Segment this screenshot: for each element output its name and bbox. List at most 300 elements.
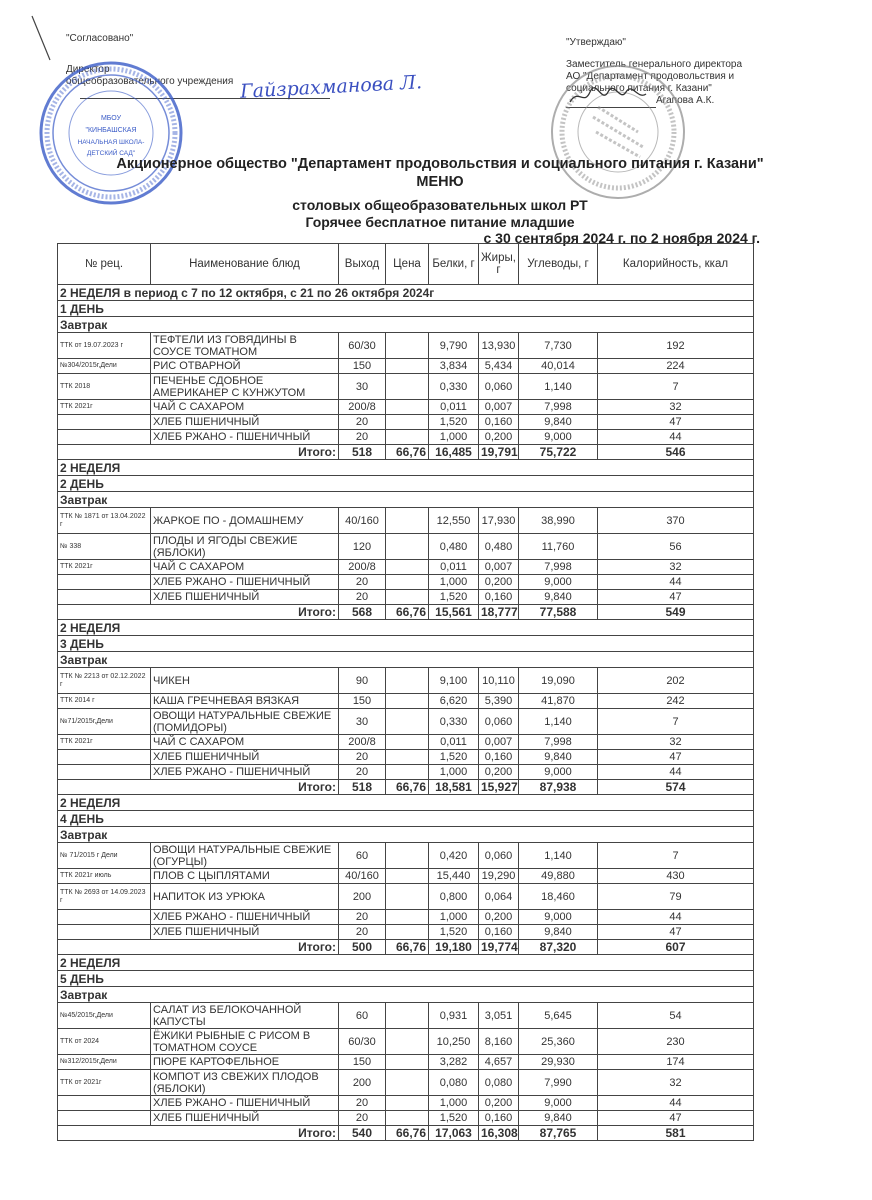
output-cell: 20: [339, 1111, 386, 1126]
output-cell: 60/30: [339, 1029, 386, 1055]
table-row: [58, 1029, 754, 1055]
table-header: [58, 244, 754, 285]
approver-org-2: социального питания г. Казани": [566, 83, 712, 94]
section-meal-label: Завтрак: [58, 827, 754, 843]
output-cell: 90: [339, 668, 386, 694]
calories-cell: 56: [598, 534, 754, 560]
price-cell: [386, 359, 429, 374]
total-calories: 574: [598, 780, 754, 795]
section-meal-row: [58, 317, 754, 333]
fat-cell: 19,290: [479, 869, 519, 884]
dish-name-cell: НАПИТОК ИЗ УРЮКА: [151, 884, 339, 910]
calories-cell: 202: [598, 668, 754, 694]
table-row: [58, 765, 754, 780]
fat-cell: 13,930: [479, 333, 519, 359]
protein-cell: 0,011: [429, 735, 479, 750]
total-protein: 16,485: [429, 445, 479, 460]
total-label: Итого:: [58, 1126, 339, 1141]
output-cell: 30: [339, 374, 386, 400]
total-row: [58, 605, 754, 620]
calories-cell: 7: [598, 843, 754, 869]
price-cell: [386, 1070, 429, 1096]
table-row: [58, 869, 754, 884]
output-cell: 200/8: [339, 400, 386, 415]
dish-name-cell: ХЛЕБ ПШЕНИЧНЫЙ: [151, 925, 339, 940]
total-carbs: 77,588: [519, 605, 598, 620]
fat-cell: 0,160: [479, 925, 519, 940]
recipe-number-cell: [58, 1111, 151, 1126]
protein-cell: 0,420: [429, 843, 479, 869]
dish-name-cell: ХЛЕБ ПШЕНИЧНЫЙ: [151, 415, 339, 430]
dish-name-cell: ОВОЩИ НАТУРАЛЬНЫЕ СВЕЖИЕ (ОГУРЦЫ): [151, 843, 339, 869]
section-day-label: 4 ДЕНЬ: [58, 811, 754, 827]
output-cell: 200: [339, 884, 386, 910]
carbs-cell: 49,880: [519, 869, 598, 884]
table-row: [58, 1096, 754, 1111]
output-cell: 20: [339, 925, 386, 940]
col-output-header: Выход: [339, 244, 386, 285]
calories-cell: 7: [598, 709, 754, 735]
approver-signature: [568, 86, 648, 108]
output-cell: 150: [339, 1055, 386, 1070]
recipe-number-cell: [58, 575, 151, 590]
output-cell: 40/160: [339, 508, 386, 534]
price-cell: [386, 1096, 429, 1111]
director-signature: Гайзрахманова Л.: [239, 71, 423, 103]
price-cell: [386, 560, 429, 575]
price-cell: [386, 333, 429, 359]
fat-cell: 0,200: [479, 1096, 519, 1111]
calories-cell: 54: [598, 1003, 754, 1029]
table-row: [58, 750, 754, 765]
recipe-number-cell: ТТК 2021г: [58, 735, 151, 750]
protein-cell: 1,520: [429, 590, 479, 605]
calories-cell: 32: [598, 1070, 754, 1096]
price-cell: [386, 668, 429, 694]
calories-cell: 44: [598, 765, 754, 780]
carbs-cell: 9,840: [519, 415, 598, 430]
dish-name-cell: ХЛЕБ РЖАНО - ПШЕНИЧНЫЙ: [151, 765, 339, 780]
fat-cell: 8,160: [479, 1029, 519, 1055]
total-fat: 15,927: [479, 780, 519, 795]
protein-cell: 9,790: [429, 333, 479, 359]
calories-cell: 47: [598, 590, 754, 605]
carbs-cell: 1,140: [519, 709, 598, 735]
total-calories: 607: [598, 940, 754, 955]
output-cell: 30: [339, 709, 386, 735]
fat-cell: 0,200: [479, 765, 519, 780]
total-row: [58, 940, 754, 955]
col-protein-header: Белки, г: [429, 244, 479, 285]
col-calories-header: Калорийность, ккал: [598, 244, 754, 285]
protein-cell: 1,000: [429, 430, 479, 445]
calories-cell: 47: [598, 750, 754, 765]
dish-name-cell: ЖАРКОЕ ПО - ДОМАШНЕМУ: [151, 508, 339, 534]
total-price: 66,76: [386, 605, 429, 620]
price-cell: [386, 400, 429, 415]
section-day-row: [58, 811, 754, 827]
recipe-number-cell: ТТК 2021г: [58, 560, 151, 575]
total-calories: 549: [598, 605, 754, 620]
svg-text:ДЕТСКИЙ САД": ДЕТСКИЙ САД": [86, 150, 136, 157]
section-meal-row: [58, 652, 754, 668]
dish-name-cell: САЛАТ ИЗ БЕЛОКОЧАННОЙ КАПУСТЫ: [151, 1003, 339, 1029]
protein-cell: 0,330: [429, 374, 479, 400]
total-calories: 581: [598, 1126, 754, 1141]
total-output: 518: [339, 445, 386, 460]
menu-subtitle: столовых общеобразовательных школ РТ: [292, 197, 588, 213]
fat-cell: 0,007: [479, 560, 519, 575]
price-cell: [386, 869, 429, 884]
price-cell: [386, 694, 429, 709]
table-row: [58, 1111, 754, 1126]
calories-cell: 32: [598, 735, 754, 750]
calories-cell: 44: [598, 430, 754, 445]
carbs-cell: 18,460: [519, 884, 598, 910]
price-cell: [386, 910, 429, 925]
output-cell: 20: [339, 415, 386, 430]
recipe-number-cell: ТТК 2018: [58, 374, 151, 400]
carbs-cell: 9,840: [519, 590, 598, 605]
section-week-row: [58, 285, 754, 301]
fat-cell: 0,160: [479, 415, 519, 430]
total-fat: 16,308: [479, 1126, 519, 1141]
total-price: 66,76: [386, 1126, 429, 1141]
carbs-cell: 19,090: [519, 668, 598, 694]
dish-name-cell: ХЛЕБ РЖАНО - ПШЕНИЧНЫЙ: [151, 430, 339, 445]
calories-cell: 192: [598, 333, 754, 359]
carbs-cell: 1,140: [519, 843, 598, 869]
protein-cell: 15,440: [429, 869, 479, 884]
price-cell: [386, 709, 429, 735]
table-row: [58, 735, 754, 750]
output-cell: 150: [339, 359, 386, 374]
col-carbs-header: Углеводы, г: [519, 244, 598, 285]
section-week-label: 2 НЕДЕЛЯ: [58, 620, 754, 636]
table-row: [58, 1055, 754, 1070]
carbs-cell: 7,998: [519, 400, 598, 415]
calories-cell: 44: [598, 1096, 754, 1111]
output-cell: 20: [339, 430, 386, 445]
protein-cell: 9,100: [429, 668, 479, 694]
carbs-cell: 9,840: [519, 1111, 598, 1126]
price-cell: [386, 750, 429, 765]
total-calories: 546: [598, 445, 754, 460]
approver-name: Агапова А.К.: [656, 95, 715, 106]
price-cell: [386, 430, 429, 445]
table-row: [58, 709, 754, 735]
fat-cell: 0,060: [479, 374, 519, 400]
table-row: [58, 590, 754, 605]
fat-cell: 17,930: [479, 508, 519, 534]
protein-cell: 1,000: [429, 1096, 479, 1111]
carbs-cell: 9,000: [519, 430, 598, 445]
fat-cell: 0,200: [479, 575, 519, 590]
section-meal-label: Завтрак: [58, 652, 754, 668]
dish-name-cell: ЁЖИКИ РЫБНЫЕ С РИСОМ В ТОМАТНОМ СОУСЕ: [151, 1029, 339, 1055]
section-meal-label: Завтрак: [58, 492, 754, 508]
recipe-number-cell: [58, 415, 151, 430]
col-recipe-no-header: № рец.: [58, 244, 151, 285]
protein-cell: 1,000: [429, 910, 479, 925]
section-day-row: [58, 971, 754, 987]
table-row: [58, 575, 754, 590]
carbs-cell: 11,760: [519, 534, 598, 560]
table-row: [58, 359, 754, 374]
fat-cell: 0,160: [479, 590, 519, 605]
org-title: Акционерное общество "Департамент продовольствия и социального питания г. Казани": [116, 156, 764, 172]
dish-name-cell: ЧАЙ С САХАРОМ: [151, 735, 339, 750]
recipe-number-cell: ТТК от 2024: [58, 1029, 151, 1055]
calories-cell: 32: [598, 560, 754, 575]
dish-name-cell: ОВОЩИ НАТУРАЛЬНЫЕ СВЕЖИЕ (ПОМИДОРЫ): [151, 709, 339, 735]
fat-cell: 0,160: [479, 1111, 519, 1126]
section-day-row: [58, 476, 754, 492]
protein-cell: 1,520: [429, 1111, 479, 1126]
recipe-number-cell: [58, 1096, 151, 1111]
carbs-cell: 9,000: [519, 575, 598, 590]
carbs-cell: 5,645: [519, 1003, 598, 1029]
fat-cell: 0,160: [479, 750, 519, 765]
table-row: [58, 333, 754, 359]
section-day-label: 1 ДЕНЬ: [58, 301, 754, 317]
section-week-label: 2 НЕДЕЛЯ: [58, 460, 754, 476]
carbs-cell: 29,930: [519, 1055, 598, 1070]
section-day-label: 2 ДЕНЬ: [58, 476, 754, 492]
col-dish-name-header: Наименование блюд: [151, 244, 339, 285]
fat-cell: 0,060: [479, 843, 519, 869]
svg-text:"КИНБАШСКАЯ: "КИНБАШСКАЯ: [85, 127, 137, 134]
protein-cell: 3,834: [429, 359, 479, 374]
total-fat: 19,791: [479, 445, 519, 460]
calories-cell: 370: [598, 508, 754, 534]
dish-name-cell: КАША ГРЕЧНЕВАЯ ВЯЗКАЯ: [151, 694, 339, 709]
total-row: [58, 780, 754, 795]
recipe-number-cell: ТТК от 19.07.2023 г: [58, 333, 151, 359]
total-protein: 17,063: [429, 1126, 479, 1141]
dish-name-cell: ПЛОДЫ И ЯГОДЫ СВЕЖИЕ (ЯБЛОКИ): [151, 534, 339, 560]
agreed-label: "Согласовано": [66, 33, 134, 44]
fat-cell: 5,390: [479, 694, 519, 709]
recipe-number-cell: ТТК 2021г июль: [58, 869, 151, 884]
calories-cell: 230: [598, 1029, 754, 1055]
protein-cell: 3,282: [429, 1055, 479, 1070]
table-row: [58, 534, 754, 560]
table-row: [58, 884, 754, 910]
fat-cell: 0,200: [479, 910, 519, 925]
table-row: [58, 374, 754, 400]
recipe-number-cell: №312/2015г,Дели: [58, 1055, 151, 1070]
protein-cell: 0,011: [429, 400, 479, 415]
total-label: Итого:: [58, 605, 339, 620]
price-cell: [386, 590, 429, 605]
price-cell: [386, 374, 429, 400]
dish-name-cell: ХЛЕБ РЖАНО - ПШЕНИЧНЫЙ: [151, 1096, 339, 1111]
output-cell: 200: [339, 1070, 386, 1096]
section-week-label: 2 НЕДЕЛЯ: [58, 955, 754, 971]
dish-name-cell: ПЕЧЕНЬЕ СДОБНОЕ АМЕРИКАНЕР С КУНЖУТОМ: [151, 374, 339, 400]
total-label: Итого:: [58, 445, 339, 460]
calories-cell: 79: [598, 884, 754, 910]
price-cell: [386, 534, 429, 560]
carbs-cell: 9,000: [519, 910, 598, 925]
fat-cell: 0,080: [479, 1070, 519, 1096]
fat-cell: 3,051: [479, 1003, 519, 1029]
total-price: 66,76: [386, 445, 429, 460]
table-row: [58, 910, 754, 925]
section-week-label: 2 НЕДЕЛЯ в период с 7 по 12 октября, с 21 по 26 октября 2024г: [58, 285, 754, 301]
recipe-number-cell: ТТК 2014 г: [58, 694, 151, 709]
total-label: Итого:: [58, 780, 339, 795]
table-row: [58, 1003, 754, 1029]
recipe-number-cell: №45/2015г,Дели: [58, 1003, 151, 1029]
total-carbs: 87,938: [519, 780, 598, 795]
dish-name-cell: ХЛЕБ ПШЕНИЧНЫЙ: [151, 590, 339, 605]
protein-cell: 0,011: [429, 560, 479, 575]
section-day-label: 5 ДЕНЬ: [58, 971, 754, 987]
total-price: 66,76: [386, 940, 429, 955]
total-output: 518: [339, 780, 386, 795]
total-carbs: 75,722: [519, 445, 598, 460]
calories-cell: 224: [598, 359, 754, 374]
output-cell: 200/8: [339, 560, 386, 575]
total-carbs: 87,765: [519, 1126, 598, 1141]
output-cell: 20: [339, 765, 386, 780]
output-cell: 20: [339, 1096, 386, 1111]
approve-label: "Утверждаю": [566, 37, 626, 48]
price-cell: [386, 765, 429, 780]
dish-name-cell: ХЛЕБ ПШЕНИЧНЫЙ: [151, 750, 339, 765]
section-week-row: [58, 795, 754, 811]
pen-mark: [28, 14, 58, 64]
total-price: 66,76: [386, 780, 429, 795]
recipe-number-cell: [58, 910, 151, 925]
total-protein: 19,180: [429, 940, 479, 955]
protein-cell: 0,480: [429, 534, 479, 560]
calories-cell: 44: [598, 575, 754, 590]
carbs-cell: 7,998: [519, 735, 598, 750]
total-row: [58, 445, 754, 460]
carbs-cell: 7,998: [519, 560, 598, 575]
protein-cell: 6,620: [429, 694, 479, 709]
section-meal-label: Завтрак: [58, 987, 754, 1003]
fat-cell: 0,007: [479, 735, 519, 750]
total-protein: 15,561: [429, 605, 479, 620]
output-cell: 20: [339, 575, 386, 590]
fat-cell: 4,657: [479, 1055, 519, 1070]
output-cell: 60: [339, 843, 386, 869]
table-row: [58, 925, 754, 940]
calories-cell: 32: [598, 400, 754, 415]
output-cell: 20: [339, 910, 386, 925]
recipe-number-cell: [58, 590, 151, 605]
calories-cell: 47: [598, 925, 754, 940]
table-row: [58, 415, 754, 430]
protein-cell: 0,931: [429, 1003, 479, 1029]
protein-cell: 0,080: [429, 1070, 479, 1096]
dish-name-cell: ЧАЙ С САХАРОМ: [151, 400, 339, 415]
fat-cell: 0,007: [479, 400, 519, 415]
total-output: 540: [339, 1126, 386, 1141]
calories-cell: 47: [598, 415, 754, 430]
table-row: [58, 400, 754, 415]
dish-name-cell: ТЕФТЕЛИ ИЗ ГОВЯДИНЫ В СОУСЕ ТОМАТНОМ: [151, 333, 339, 359]
director-org: общеобразовательного учреждения: [66, 76, 234, 87]
output-cell: 150: [339, 694, 386, 709]
recipe-number-cell: ТТК от 2021г: [58, 1070, 151, 1096]
carbs-cell: 9,000: [519, 1096, 598, 1111]
output-cell: 20: [339, 590, 386, 605]
recipe-number-cell: № 338: [58, 534, 151, 560]
svg-text:НАЧАЛЬНАЯ ШКОЛА-: НАЧАЛЬНАЯ ШКОЛА-: [77, 139, 145, 146]
dish-name-cell: ПЛОВ С ЦЫПЛЯТАМИ: [151, 869, 339, 884]
section-meal-label: Завтрак: [58, 317, 754, 333]
protein-cell: 10,250: [429, 1029, 479, 1055]
svg-text:МБОУ: МБОУ: [100, 115, 122, 122]
output-cell: 20: [339, 750, 386, 765]
calories-cell: 242: [598, 694, 754, 709]
output-cell: 120: [339, 534, 386, 560]
carbs-cell: 41,870: [519, 694, 598, 709]
output-cell: 200/8: [339, 735, 386, 750]
price-cell: [386, 415, 429, 430]
col-price-header: Цена: [386, 244, 429, 285]
carbs-cell: 9,840: [519, 750, 598, 765]
protein-cell: 1,520: [429, 415, 479, 430]
fat-cell: 0,064: [479, 884, 519, 910]
carbs-cell: 7,990: [519, 1070, 598, 1096]
section-week-row: [58, 620, 754, 636]
table-row: [58, 668, 754, 694]
price-cell: [386, 1003, 429, 1029]
calories-cell: 44: [598, 910, 754, 925]
table-row: [58, 430, 754, 445]
section-week-label: 2 НЕДЕЛЯ: [58, 795, 754, 811]
section-week-row: [58, 460, 754, 476]
recipe-number-cell: [58, 750, 151, 765]
fat-cell: 0,060: [479, 709, 519, 735]
price-cell: [386, 575, 429, 590]
menu-table: [57, 243, 754, 1141]
table-row: [58, 694, 754, 709]
recipe-number-cell: [58, 765, 151, 780]
menu-period: с 30 сентября 2024 г. по 2 ноября 2024 г.: [483, 230, 760, 246]
recipe-number-cell: [58, 430, 151, 445]
total-protein: 18,581: [429, 780, 479, 795]
section-day-row: [58, 301, 754, 317]
protein-cell: 1,000: [429, 575, 479, 590]
protein-cell: 12,550: [429, 508, 479, 534]
protein-cell: 1,520: [429, 925, 479, 940]
fat-cell: 5,434: [479, 359, 519, 374]
price-cell: [386, 1111, 429, 1126]
protein-cell: 0,330: [429, 709, 479, 735]
section-day-row: [58, 636, 754, 652]
price-cell: [386, 508, 429, 534]
price-cell: [386, 843, 429, 869]
section-meal-row: [58, 987, 754, 1003]
dish-name-cell: КОМПОТ ИЗ СВЕЖИХ ПЛОДОВ (ЯБЛОКИ): [151, 1070, 339, 1096]
price-cell: [386, 884, 429, 910]
col-fat-header: Жиры, г: [479, 244, 519, 285]
recipe-number-cell: ТТК № 2693 от 14.09.2023 г: [58, 884, 151, 910]
dish-name-cell: ЧИКЕН: [151, 668, 339, 694]
recipe-number-cell: ТТК № 2213 от 02.12.2022 г: [58, 668, 151, 694]
total-output: 568: [339, 605, 386, 620]
section-day-label: 3 ДЕНЬ: [58, 636, 754, 652]
approver-org-1: АО "Департамент продовольствия и: [566, 71, 735, 82]
total-label: Итого:: [58, 940, 339, 955]
